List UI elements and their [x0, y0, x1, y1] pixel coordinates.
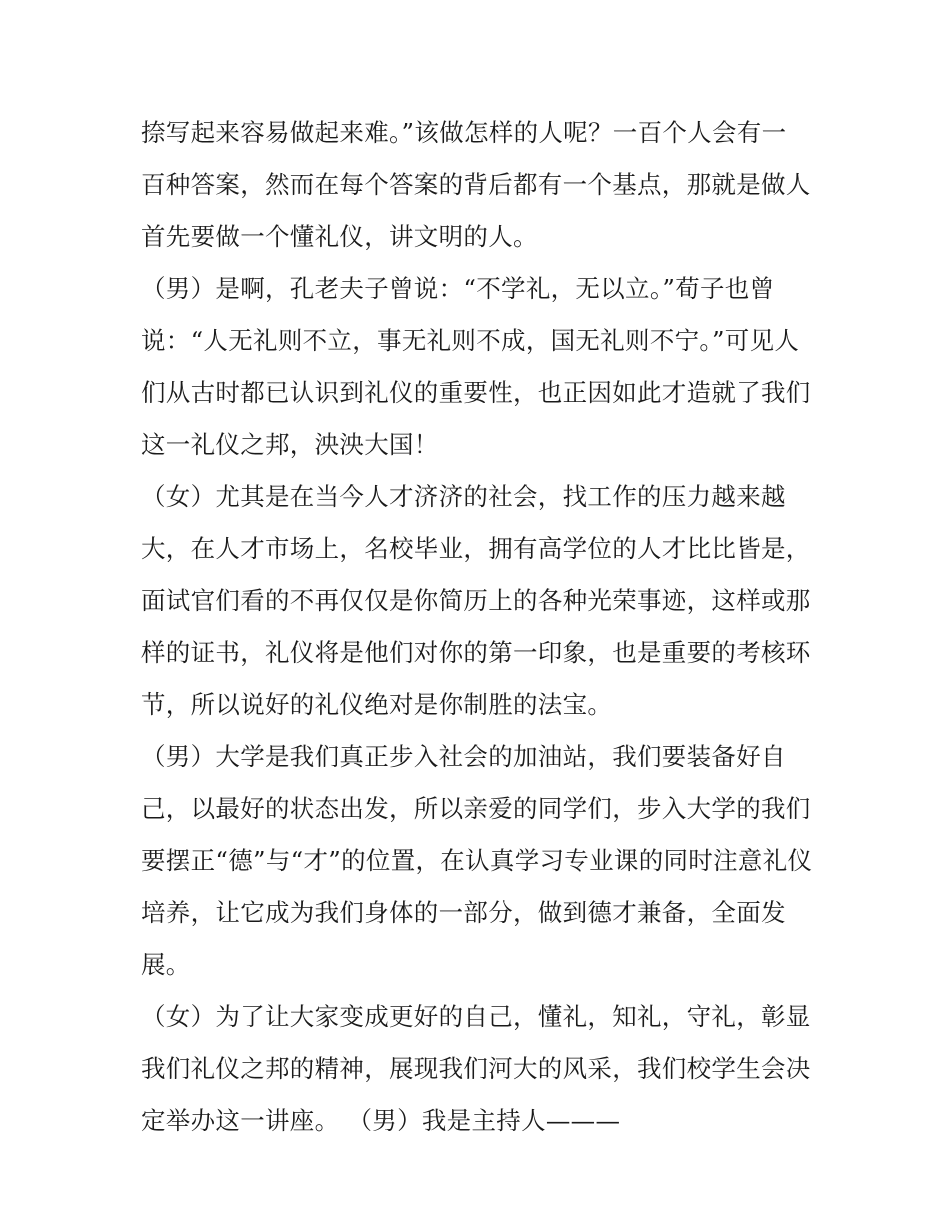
text-line: 培养，让它成为我们身体的一部分，做到德才兼备，全面发 — [141, 898, 786, 927]
text-line: 定举办这一讲座。 （男）我是主持人——— — [141, 1106, 621, 1135]
text-line: （男）大学是我们真正步入社会的加油站，我们要装备好自 — [141, 742, 786, 771]
text-line: 这一礼仪之邦，泱泱大国！ — [141, 430, 439, 459]
text-line: （女）尤其是在当今人才济济的社会，找工作的压力越来越 — [141, 482, 786, 511]
text-line: 说：“人无礼则不立，事无礼则不成，国无礼则不宁。”可见人 — [141, 326, 800, 355]
text-line: 己，以最好的状态出发，所以亲爱的同学们，步入大学的我们 — [141, 794, 811, 823]
text-line: 们从古时都已认识到礼仪的重要性，也正因如此才造就了我们 — [141, 378, 811, 407]
text-line: （男）是啊，孔老夫子曾说：“不学礼，无以立。”荀子也曾 — [141, 274, 775, 303]
text-line: 捺写起来容易做起来难。”该做怎样的人呢？一百个人会有一 — [141, 118, 787, 147]
text-line: （女）为了让大家变成更好的自己，懂礼，知礼，守礼，彰显 — [141, 1002, 811, 1031]
text-line: 百种答案，然而在每个答案的背后都有一个基点，那就是做人 — [141, 170, 811, 199]
text-line: 首先要做一个懂礼仪，讲文明的人。 — [141, 222, 538, 251]
text-line: 节，所以说好的礼仪绝对是你制胜的法宝。 — [141, 690, 613, 719]
text-line: 我们礼仪之邦的精神，展现我们河大的风采，我们校学生会决 — [141, 1054, 811, 1083]
text-line: 面试官们看的不再仅仅是你简历上的各种光荣事迹，这样或那 — [141, 586, 811, 615]
text-line: 样的证书，礼仪将是他们对你的第一印象，也是重要的考核环 — [141, 638, 811, 667]
text-line: 要摆正“德”与“才”的位置，在认真学习专业课的同时注意礼仪 — [141, 846, 813, 875]
body-text — [141, 107, 816, 1147]
text-line: 展。 — [141, 950, 191, 979]
text-line: 大，在人才市场上，名校毕业，拥有高学位的人才比比皆是， — [141, 534, 811, 563]
